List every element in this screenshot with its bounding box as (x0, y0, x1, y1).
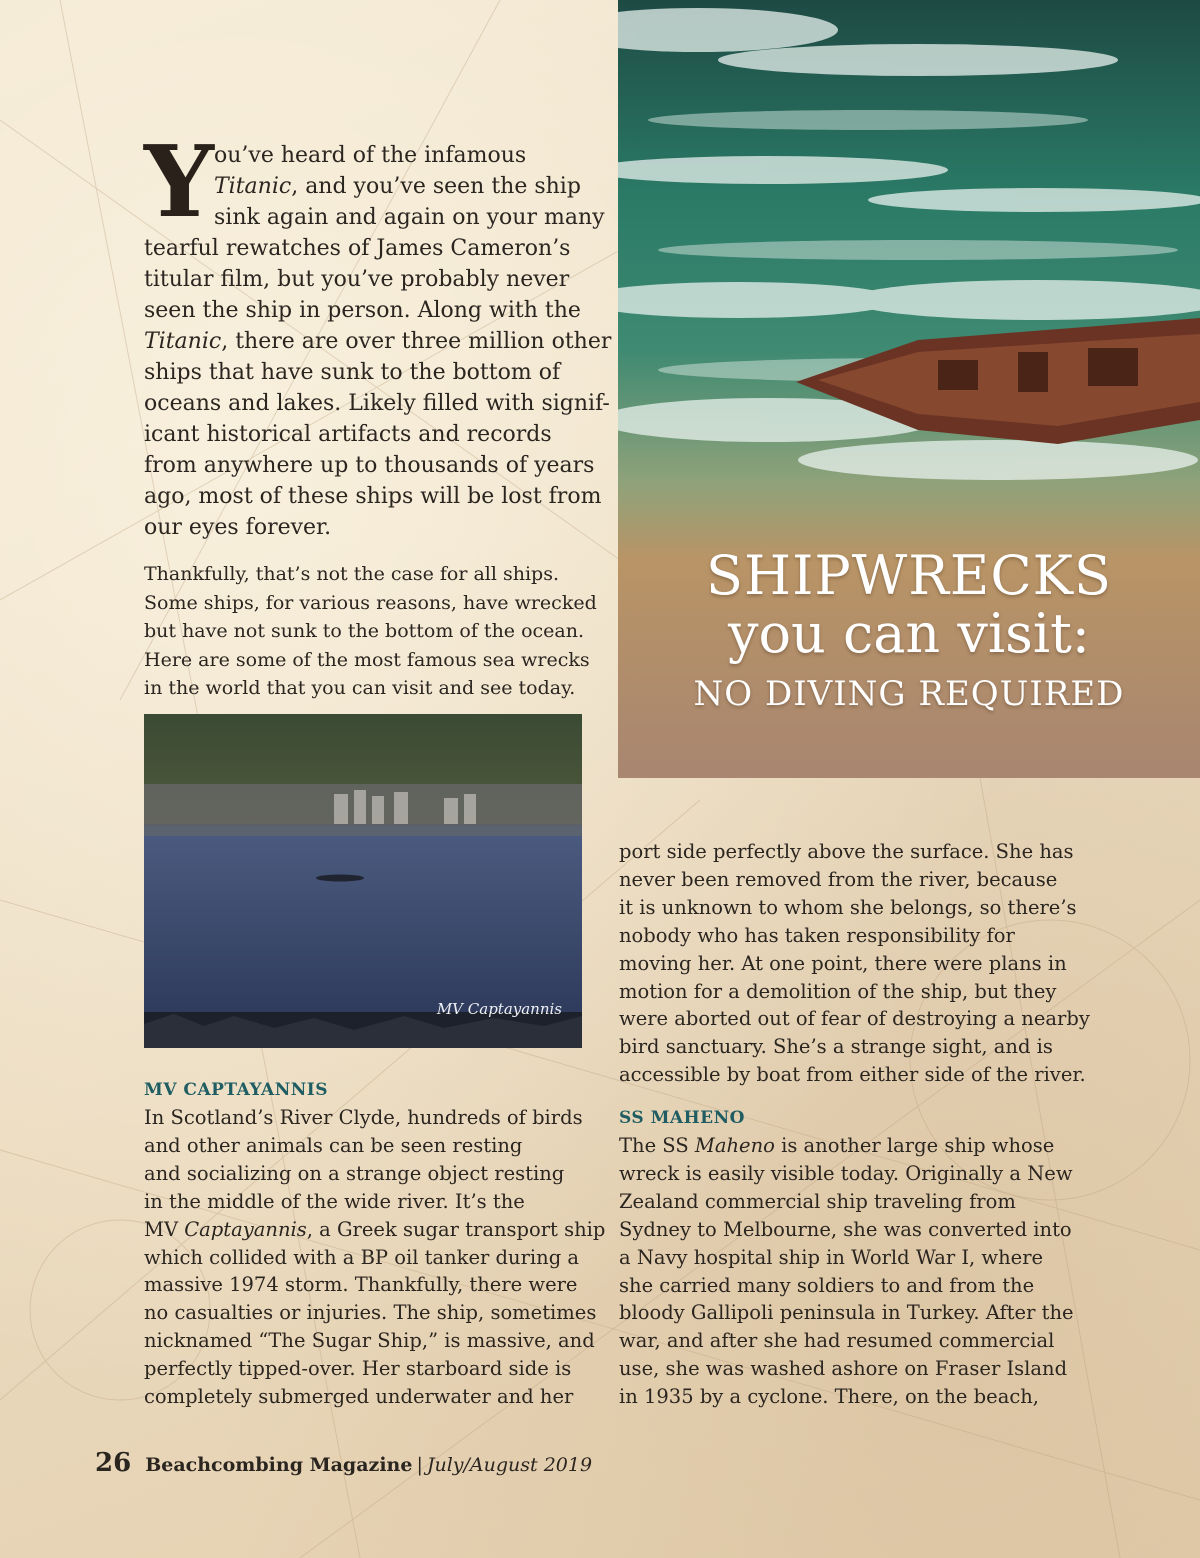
captayannis-photo (144, 714, 582, 1048)
intro-line: icant historical artifacts and records (144, 422, 552, 447)
section-line: use, she was washed ashore on Fraser Island (619, 1357, 1068, 1381)
section-line: which collided with a BP oil tanker during a (144, 1245, 580, 1269)
article-title-line1: SHIPWRECKS (706, 544, 1112, 607)
intro-line: ou’ve heard of the infamous (214, 143, 527, 168)
intro-line: oceans and lakes. Likely filled with signif- (144, 391, 610, 416)
second-paragraph (144, 560, 597, 703)
page-footer (95, 1448, 592, 1478)
article-title-line2: you can visit: (728, 602, 1090, 665)
section-line: wreck is easily visible today. Originally a New (619, 1161, 1073, 1185)
intro-line: Titanic, there are over three million other (144, 329, 612, 354)
para-line: Here are some of the most famous sea wrecks (144, 648, 590, 671)
intro-paragraph (144, 125, 612, 543)
section-line: she carried many soldiers to and from the (619, 1273, 1035, 1297)
hero-photo (618, 0, 1200, 778)
photo-caption: MV Captayannis (436, 1000, 562, 1018)
section-line: never been removed from the river, because (619, 867, 1058, 891)
section-line: motion for a demolition of the ship, but they (619, 979, 1057, 1003)
section-heading: MV CAPTAYANNIS (144, 1080, 329, 1100)
section-line: perfectly tipped-over. Her starboard side is (144, 1357, 572, 1381)
section-line: completely submerged underwater and her (144, 1385, 574, 1409)
section-line: Sydney to Melbourne, she was converted into (619, 1217, 1072, 1241)
section-line: and other animals can be seen resting (144, 1133, 523, 1157)
magazine-name: Beachcombing Magazine (145, 1454, 413, 1476)
section-line: no casualties or injuries. The ship, sometimes (144, 1301, 597, 1325)
intro-line: our eyes forever. (144, 515, 332, 540)
section-line: a Navy hospital ship in World War I, where (619, 1245, 1044, 1269)
section-line: in 1935 by a cyclone. There, on the beach, (619, 1385, 1039, 1409)
intro-line: titular film, but you’ve probably never (144, 267, 570, 292)
section-line: port side perfectly above the surface. She has (619, 840, 1074, 863)
para-line: but have not sunk to the bottom of the ocean. (144, 620, 585, 642)
issue-date: July/August 2019 (426, 1454, 593, 1476)
section-heading: SS MAHENO (619, 1108, 745, 1128)
section-line: it is unknown to whom she belongs, so there’s (619, 895, 1077, 919)
section-line: nobody who has taken responsibility for (619, 923, 1015, 947)
section-line: MV Captayannis, a Greek sugar transport ship (144, 1217, 606, 1241)
section-line: accessible by boat from either side of the river. (619, 1063, 1086, 1087)
section-captayannis (144, 1076, 606, 1411)
section-line: In Scotland’s River Clyde, hundreds of birds (144, 1106, 583, 1129)
intro-line: ago, most of these ships will be lost from (144, 484, 602, 509)
intro-line: tearful rewatches of James Cameron’s (144, 236, 571, 261)
intro-line: from anywhere up to thousands of years (144, 453, 595, 478)
intro-line: Titanic, and you’ve seen the ship (214, 174, 581, 199)
section-line: Zealand commercial ship traveling from (619, 1189, 1016, 1213)
section-line: and socializing on a strange object resting (144, 1161, 565, 1185)
para-line: in the world that you can visit and see today. (144, 677, 576, 699)
section-line: massive 1974 storm. Thankfully, there were (144, 1273, 578, 1297)
intro-line: sink again and again on your many (214, 205, 605, 230)
dropcap: Y (144, 125, 214, 240)
section-line: bloody Gallipoli peninsula in Turkey. After the (619, 1301, 1074, 1325)
para-line: Thankfully, that’s not the case for all ships. (144, 563, 560, 585)
section-line: The SS Maheno is another large ship whose (619, 1134, 1055, 1157)
page-number: 26 (95, 1448, 132, 1478)
intro-line: seen the ship in person. Along with the (144, 298, 581, 323)
section-line: nicknamed “The Sugar Ship,” is massive, and (144, 1329, 595, 1353)
para-line: Some ships, for various reasons, have wrecked (144, 591, 597, 614)
footer-separator: | (416, 1454, 423, 1476)
section-line: bird sanctuary. She’s a strange sight, and is (619, 1035, 1053, 1059)
section-line: war, and after she had resumed commercial (619, 1329, 1055, 1353)
section-captayannis-continued (619, 838, 1090, 1089)
section-line: moving her. At one point, there were plans in (619, 951, 1067, 975)
river-clyde-image (144, 714, 582, 1048)
section-maheno (619, 1104, 1074, 1411)
section-line: were aborted out of fear of destroying a nearby (619, 1007, 1090, 1031)
article-subtitle: NO DIVING REQUIRED (693, 674, 1125, 714)
section-line: in the middle of the wide river. It’s the (144, 1189, 525, 1213)
intro-line: ships that have sunk to the bottom of (144, 360, 561, 385)
